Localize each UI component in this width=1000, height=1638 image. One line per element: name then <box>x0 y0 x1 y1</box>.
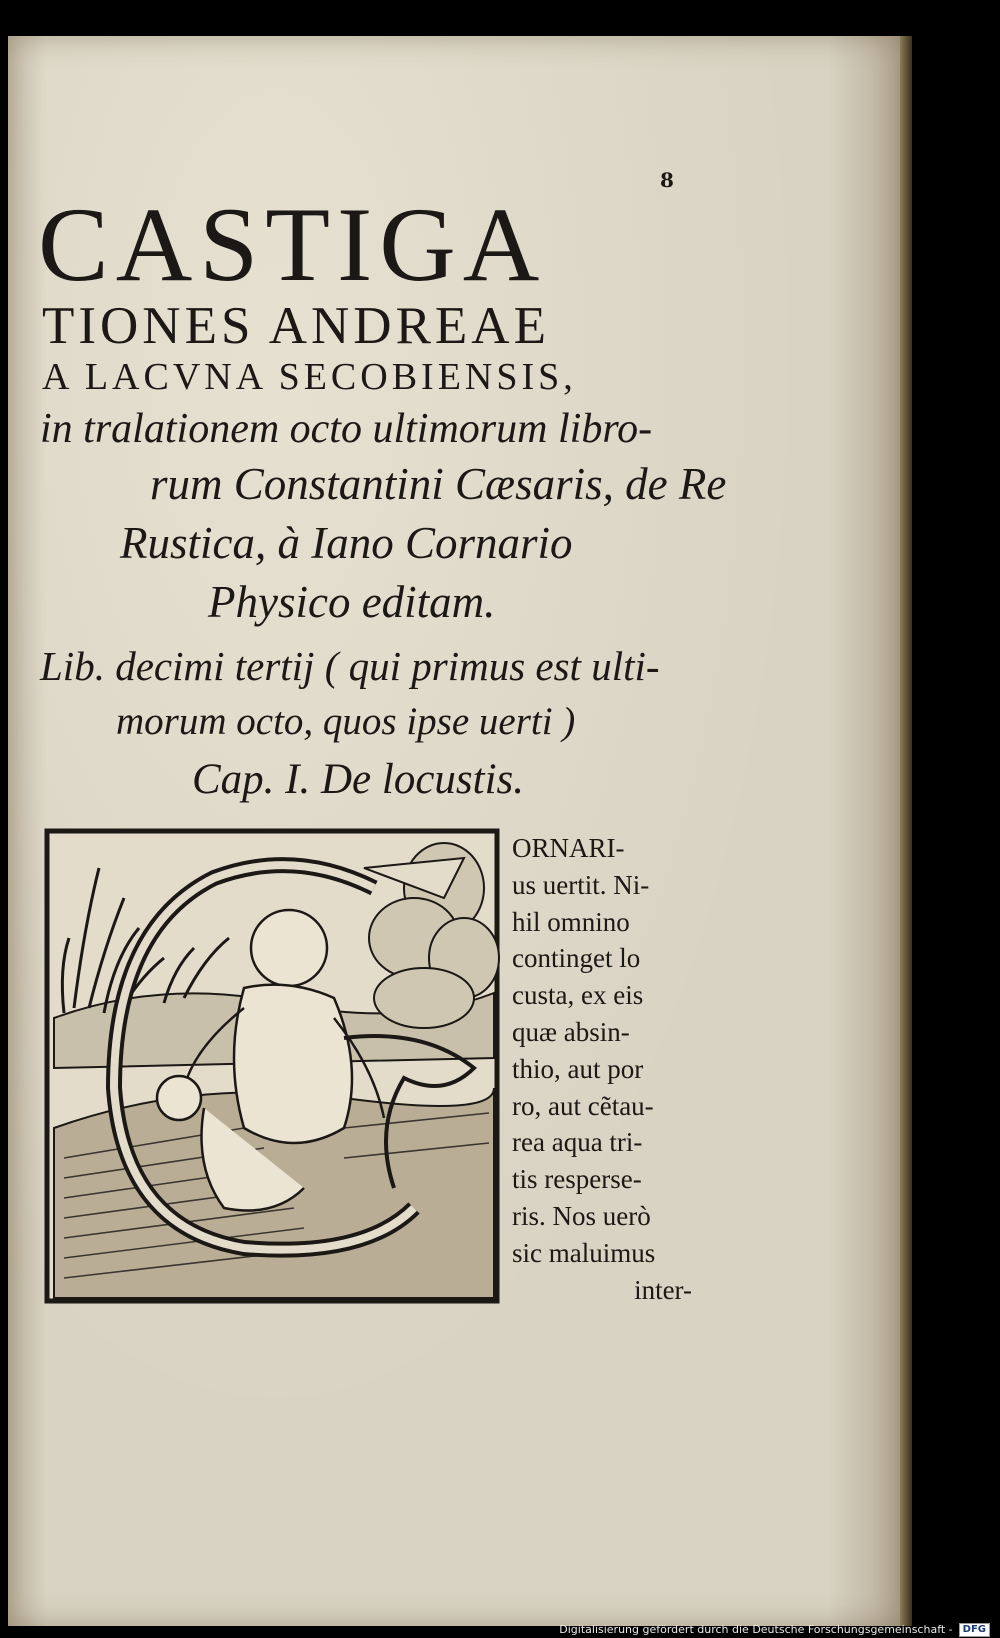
page-edge <box>900 36 912 1626</box>
body-line: inter- <box>634 1274 692 1305</box>
chapter-heading: Cap. I. De locustis. <box>192 756 525 803</box>
title-line-6: Rustica, à Iano Cornario <box>120 518 573 568</box>
body-line: continget lo <box>512 943 641 974</box>
dfg-logo: DFG <box>959 1623 990 1637</box>
title-line-7: Physico editam. <box>208 577 496 627</box>
body-line: rea aqua tri- <box>512 1127 643 1158</box>
chapter-line-1: Lib. decimi tertij ( qui primus est ulti- <box>40 643 660 689</box>
body-line: ris. Nos uerò <box>512 1200 651 1231</box>
chapter-line-2: morum octo, quos ipse uerti ) <box>116 700 576 743</box>
body-line: tis resperse- <box>512 1164 642 1195</box>
body-text-column <box>512 830 692 1308</box>
title-line-4: in tralationem octo ultimorum libro- <box>40 406 653 452</box>
body-line: us uertit. Ni- <box>512 869 650 900</box>
body-line: quæ absin- <box>512 1016 630 1047</box>
body-line: hil omnino <box>512 906 630 937</box>
body-line: thio, aut por <box>512 1053 644 1084</box>
body-line: ORNARI- <box>512 833 625 863</box>
body-line: ro, aut cẽtau- <box>512 1090 654 1121</box>
credit-text: Digitalisierung gefördert durch die Deutsche Forschungsgemeinschaft - <box>559 1623 953 1636</box>
digitization-credit <box>559 1622 990 1638</box>
page-number: 8 <box>660 168 674 192</box>
woodcut-initial-c <box>44 828 500 1304</box>
title-line-2: TIONES ANDREAE <box>42 297 550 355</box>
title-line-5: rum Constantini Cæsaris, de Re <box>150 459 727 509</box>
title-line-1: CASTIGA <box>38 186 547 303</box>
body-line: custa, ex eis <box>512 980 644 1011</box>
title-line-3: A LACVNA SECOBIENSIS, <box>42 356 577 398</box>
body-line: sic maluimus <box>512 1237 656 1268</box>
